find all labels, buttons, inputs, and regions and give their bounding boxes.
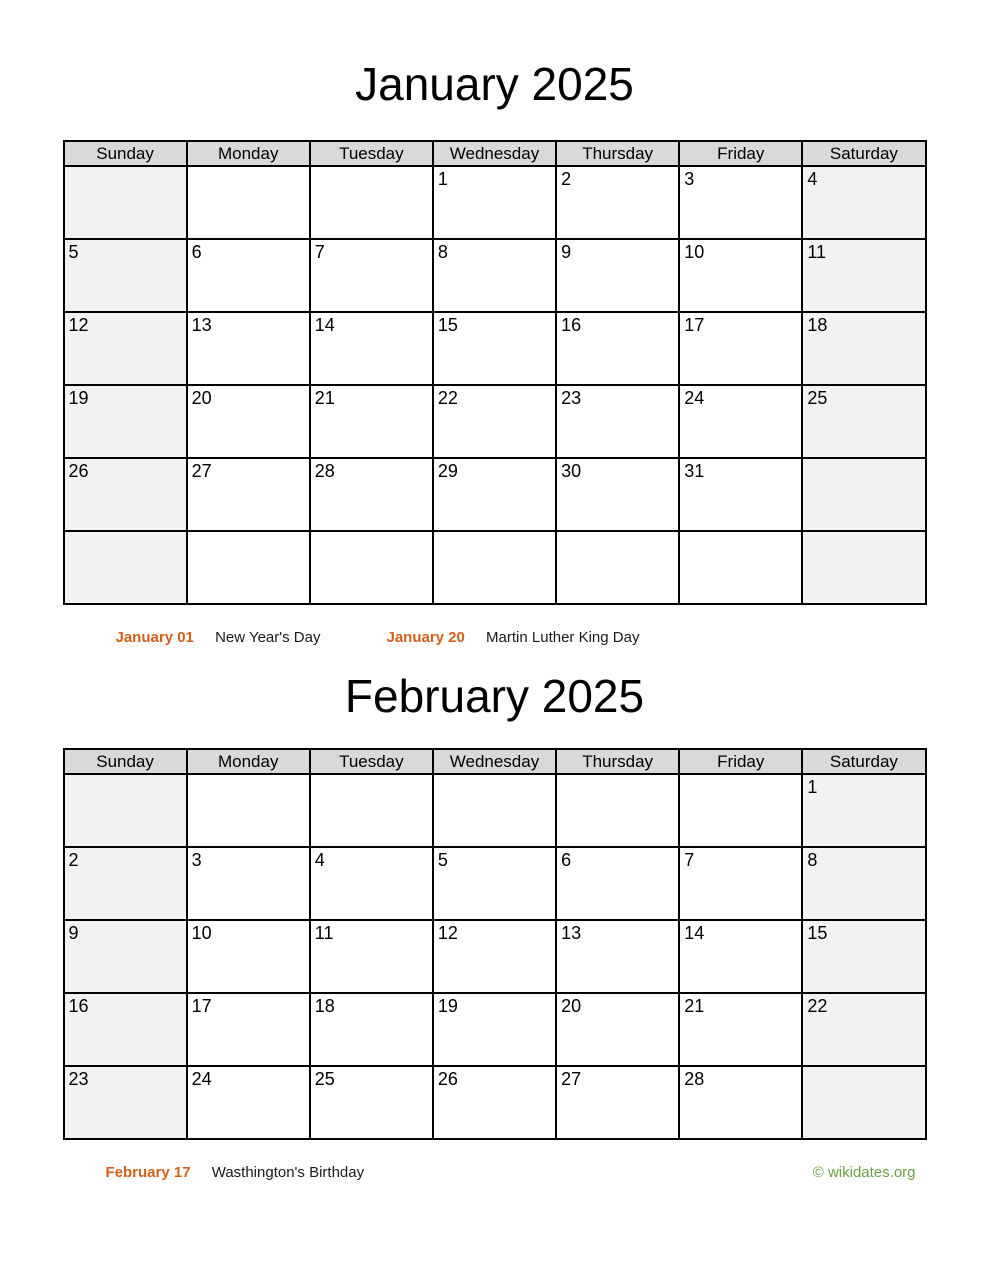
- calendar-week-row: [64, 1066, 926, 1139]
- weekday-header: Sunday: [64, 749, 187, 774]
- weekday-header: Friday: [679, 141, 802, 166]
- calendar-day-cell: 6: [556, 847, 679, 920]
- calendar-day-cell: 14: [310, 312, 433, 385]
- weekday-header: Saturday: [802, 141, 925, 166]
- calendar-day-cell: 21: [679, 993, 802, 1066]
- calendar-day-cell: 7: [310, 239, 433, 312]
- calendar-empty-cell: [64, 531, 187, 604]
- calendar-day-cell: 23: [64, 1066, 187, 1139]
- calendar-day-cell: 27: [187, 458, 310, 531]
- holiday-date: January 20: [386, 629, 465, 646]
- calendar-day-cell: 18: [310, 993, 433, 1066]
- calendar-empty-cell: [187, 531, 310, 604]
- month-title-january: January 2025: [355, 58, 634, 110]
- calendar-day-cell: 4: [310, 847, 433, 920]
- calendar-week-row: [64, 458, 926, 531]
- calendar-day-cell: 25: [310, 1066, 433, 1139]
- calendar-day-cell: 12: [433, 920, 556, 993]
- calendar-empty-cell: [802, 458, 925, 531]
- weekday-header: Friday: [679, 749, 802, 774]
- month-section-february: [0, 646, 989, 1181]
- calendar-day-cell: 19: [64, 385, 187, 458]
- calendar-day-cell: 15: [433, 312, 556, 385]
- calendar-day-cell: 28: [679, 1066, 802, 1139]
- calendar-day-cell: 9: [556, 239, 679, 312]
- weekday-header-row: [64, 141, 926, 166]
- calendar-day-cell: 15: [802, 920, 925, 993]
- calendar-day-cell: 2: [64, 847, 187, 920]
- calendar-day-cell: 1: [433, 166, 556, 239]
- calendar-day-cell: 22: [802, 993, 925, 1066]
- calendar-empty-cell: [802, 1066, 925, 1139]
- holiday-item: [386, 629, 639, 646]
- calendar-day-cell: 14: [679, 920, 802, 993]
- calendar-day-cell: 29: [433, 458, 556, 531]
- weekday-header: Thursday: [556, 749, 679, 774]
- calendar-empty-cell: [310, 166, 433, 239]
- weekday-header: Thursday: [556, 141, 679, 166]
- calendar-day-cell: 11: [802, 239, 925, 312]
- calendar-day-cell: 20: [187, 385, 310, 458]
- weekday-header: Wednesday: [433, 141, 556, 166]
- calendar-empty-cell: [433, 531, 556, 604]
- calendar-day-cell: 1: [802, 774, 925, 847]
- calendar-day-cell: 20: [556, 993, 679, 1066]
- holiday-item: [106, 1164, 365, 1181]
- calendar-empty-cell: [433, 774, 556, 847]
- calendar-day-cell: 2: [556, 166, 679, 239]
- calendar-day-cell: 4: [802, 166, 925, 239]
- weekday-header: Monday: [187, 749, 310, 774]
- calendar-day-cell: 21: [310, 385, 433, 458]
- calendar-empty-cell: [64, 166, 187, 239]
- calendar-week-row: [64, 166, 926, 239]
- calendar-day-cell: 26: [64, 458, 187, 531]
- calendar-week-row: [64, 993, 926, 1066]
- holiday-name: New Year's Day: [215, 629, 321, 646]
- calendar-january: [63, 140, 927, 605]
- holiday-date: January 01: [115, 629, 194, 646]
- calendar-day-cell: 10: [187, 920, 310, 993]
- calendar-day-cell: 3: [187, 847, 310, 920]
- calendar-empty-cell: [556, 774, 679, 847]
- calendar-day-cell: 13: [556, 920, 679, 993]
- calendar-day-cell: 13: [187, 312, 310, 385]
- weekday-header: Saturday: [802, 749, 925, 774]
- february-holidays-row: [63, 1164, 927, 1181]
- calendar-day-cell: 7: [679, 847, 802, 920]
- calendar-week-row: [64, 920, 926, 993]
- calendar-empty-cell: [310, 531, 433, 604]
- calendar-week-row: [64, 847, 926, 920]
- holiday-name: Martin Luther King Day: [486, 629, 640, 646]
- calendar-empty-cell: [187, 774, 310, 847]
- holiday-date: February 17: [105, 1164, 191, 1181]
- calendar-day-cell: 5: [433, 847, 556, 920]
- holiday-name: Wasthington's Birthday: [211, 1164, 365, 1181]
- january-holidays-row: [63, 629, 927, 646]
- weekday-header: Tuesday: [310, 749, 433, 774]
- weekday-header: Sunday: [64, 141, 187, 166]
- calendar-day-cell: 11: [310, 920, 433, 993]
- calendar-day-cell: 8: [802, 847, 925, 920]
- copyright-link[interactable]: © wikidates.org: [812, 1164, 916, 1181]
- calendar-day-cell: 24: [679, 385, 802, 458]
- weekday-header-row: [64, 749, 926, 774]
- month-title-february: February 2025: [344, 670, 645, 722]
- calendar-empty-cell: [802, 531, 925, 604]
- calendar-empty-cell: [679, 774, 802, 847]
- calendar-day-cell: 5: [64, 239, 187, 312]
- calendar-week-row: [64, 385, 926, 458]
- calendar-week-row: [64, 531, 926, 604]
- weekday-header: Monday: [187, 141, 310, 166]
- calendar-day-cell: 16: [64, 993, 187, 1066]
- calendar-day-cell: 24: [187, 1066, 310, 1139]
- calendar-week-row: [64, 312, 926, 385]
- calendar-week-row: [64, 239, 926, 312]
- calendar-day-cell: 27: [556, 1066, 679, 1139]
- calendar-empty-cell: [556, 531, 679, 604]
- calendar-day-cell: 25: [802, 385, 925, 458]
- calendar-empty-cell: [310, 774, 433, 847]
- calendar-empty-cell: [64, 774, 187, 847]
- calendar-empty-cell: [187, 166, 310, 239]
- weekday-header: Wednesday: [433, 749, 556, 774]
- calendar-day-cell: 19: [433, 993, 556, 1066]
- calendar-day-cell: 8: [433, 239, 556, 312]
- calendar-day-cell: 17: [679, 312, 802, 385]
- holiday-item: [116, 629, 321, 646]
- calendar-day-cell: 12: [64, 312, 187, 385]
- calendar-day-cell: 6: [187, 239, 310, 312]
- calendar-day-cell: 16: [556, 312, 679, 385]
- calendar-day-cell: 10: [679, 239, 802, 312]
- calendar-day-cell: 22: [433, 385, 556, 458]
- calendar-empty-cell: [679, 531, 802, 604]
- calendar-day-cell: 31: [679, 458, 802, 531]
- calendar-february: [63, 748, 927, 1140]
- calendar-day-cell: 18: [802, 312, 925, 385]
- calendar-week-row: [64, 774, 926, 847]
- calendar-day-cell: 30: [556, 458, 679, 531]
- weekday-header: Tuesday: [310, 141, 433, 166]
- calendar-day-cell: 3: [679, 166, 802, 239]
- calendar-day-cell: 28: [310, 458, 433, 531]
- calendar-day-cell: 26: [433, 1066, 556, 1139]
- calendar-day-cell: 9: [64, 920, 187, 993]
- calendar-day-cell: 17: [187, 993, 310, 1066]
- calendar-day-cell: 23: [556, 385, 679, 458]
